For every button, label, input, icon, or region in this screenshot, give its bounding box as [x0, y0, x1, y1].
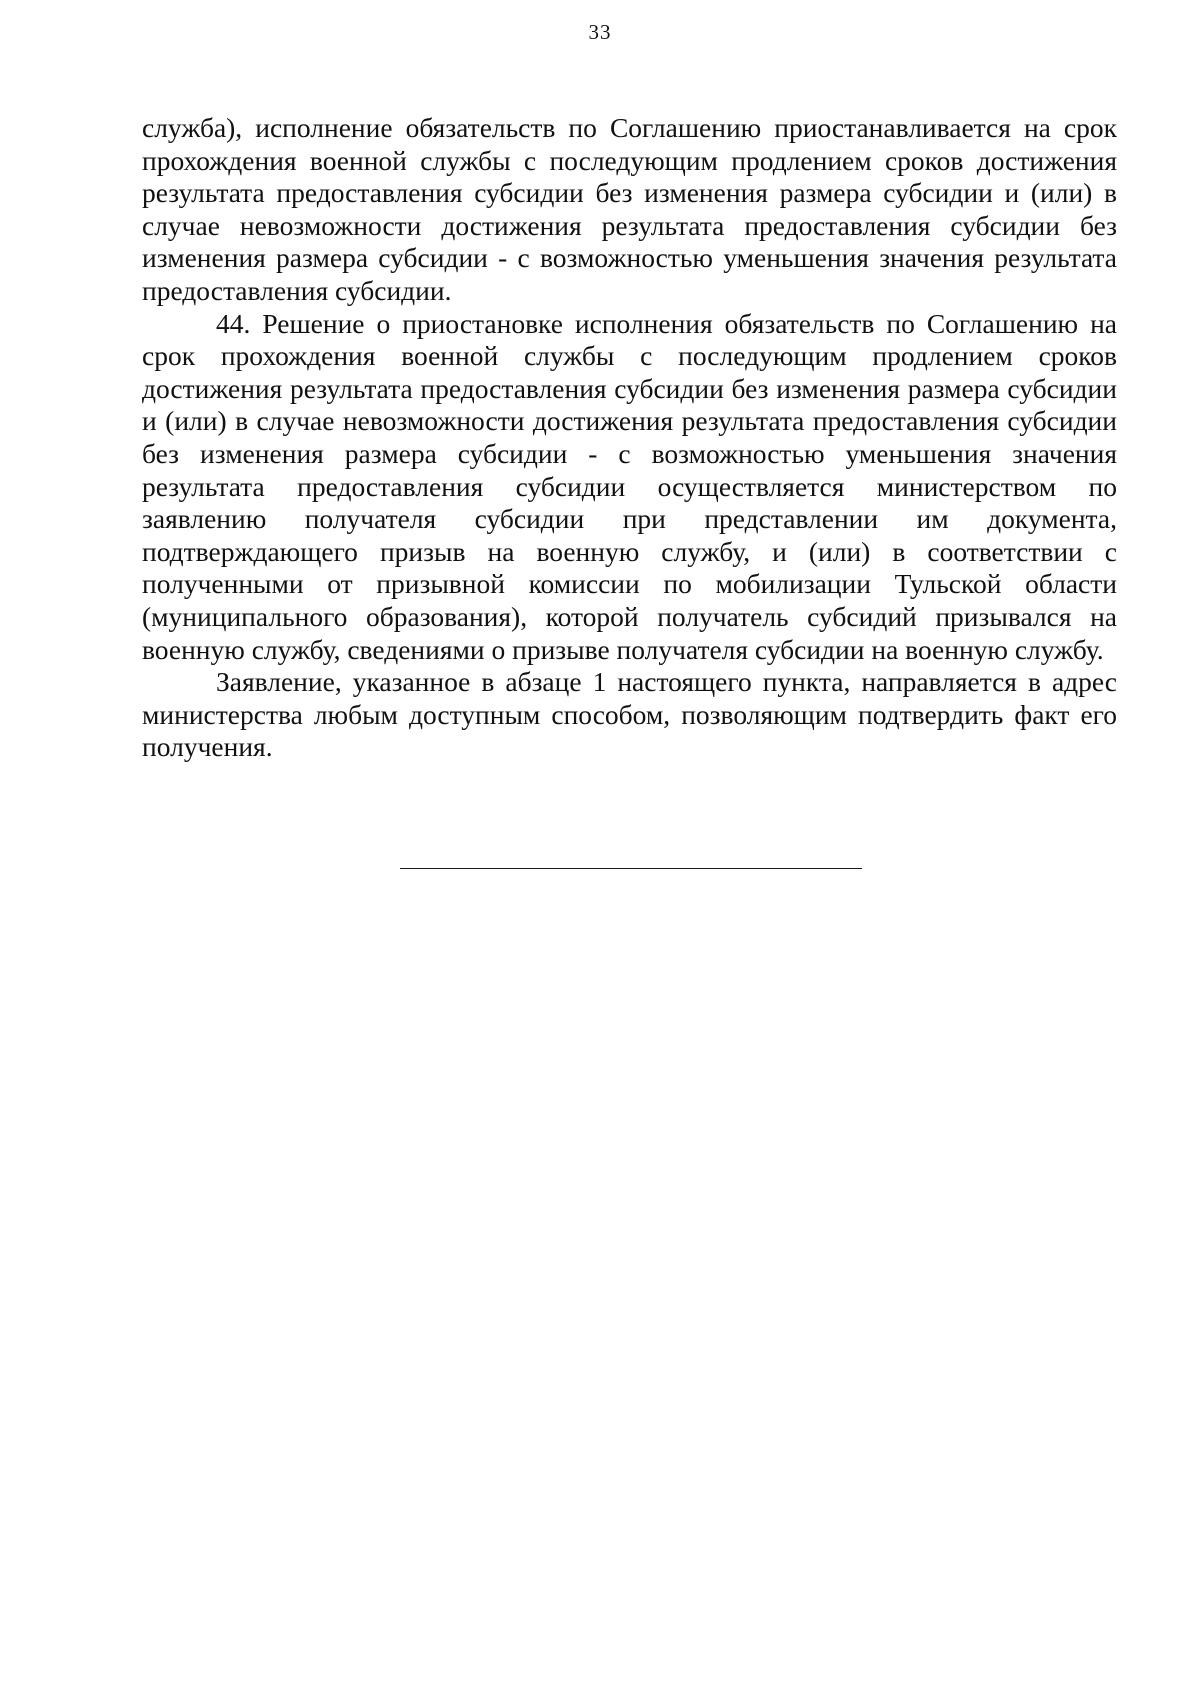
- page-number: 33: [588, 20, 612, 44]
- paragraph-application: Заявление, указанное в абзаце 1 настоящего пункта, направляется в адрес министерства любым доступным способом, позволяющим подтвердить факт его получения.: [142, 666, 1117, 763]
- document-body: [142, 112, 1117, 764]
- paragraph-item-44: 44. Решение о приостановке исполнения обязательств по Соглашению на срок прохождения военной службы с последующим продлением сроков достижения результата предоставления субсидии без изменения размера субсидии и (или) в случае невозможности достижения результата предоставления субсидии без изменения размера субсидии - с возможностью уменьшения значения результата предоставления субсидии осуществляется министерством по заявлению получателя субсидии при представлении им документа, подтверждающего призыв на военную службу, и (или) в соответствии с полученными от призывной комиссии по мобилизации Тульской области (муниципального образования), которой получатель субсидий призывался на военную службу, сведениями о призыве получателя субсидии на военную службу.: [142, 307, 1117, 665]
- end-of-document-line: [400, 868, 862, 869]
- paragraph-continuation: служба), исполнение обязательств по Соглашению приостанавливается на срок прохождения военной службы с последующим продлением сроков достижения результата предоставления субсидии без изменения размера субсидии и (или) в случае невозможности достижения результата предоставления субсидии без изменения размера субсидии - с возможностью уменьшения значения результата предоставления субсидии.: [142, 112, 1117, 306]
